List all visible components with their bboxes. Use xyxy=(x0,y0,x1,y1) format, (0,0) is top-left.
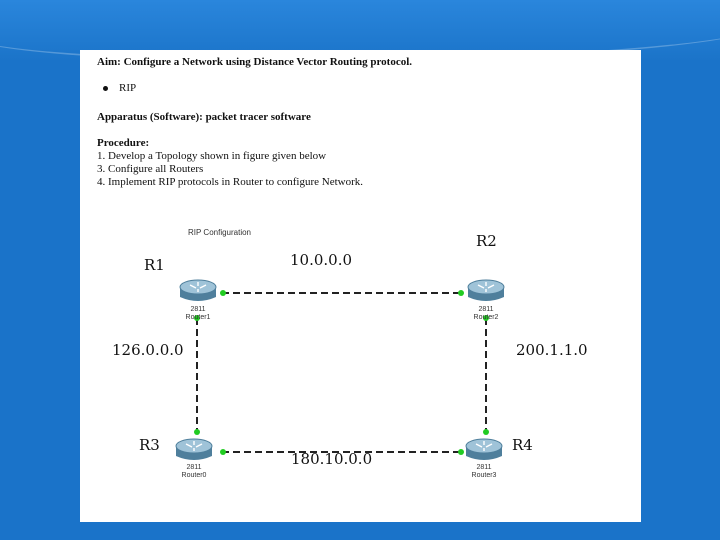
port-dot xyxy=(458,449,464,455)
router-r3-caption xyxy=(174,464,214,480)
bullet-rip: RIP xyxy=(119,82,137,94)
router-r3-label: R3 xyxy=(139,436,160,454)
router-r4-icon xyxy=(466,439,502,460)
network-bottom-label: 180.10.0.0 xyxy=(291,450,373,468)
router-r2-label: R2 xyxy=(476,232,497,250)
router-r3-icon xyxy=(176,439,212,460)
network-right-label: 200.1.1.0 xyxy=(516,341,588,359)
router-r2-icon xyxy=(468,280,504,301)
router-r2-name: Router2 xyxy=(473,314,499,321)
network-top-label: 10.0.0.0 xyxy=(290,251,353,269)
procedure-step-1: 1. Develop a Topology shown in figure given below xyxy=(97,150,327,162)
router-r4-name: Router3 xyxy=(471,472,497,479)
apparatus-text: Apparatus (Software): packet tracer software xyxy=(97,111,311,123)
network-left-label: 126.0.0.0 xyxy=(112,341,184,359)
router-r4-caption xyxy=(464,464,504,480)
router-r4-label: R4 xyxy=(512,436,533,454)
aim-text: Aim: Configure a Network using Distance Vector Routing protocol. xyxy=(97,56,413,68)
router-r1-caption xyxy=(178,306,218,322)
procedure-step-2: 3. Configure all Routers xyxy=(97,163,204,175)
port-dot xyxy=(194,429,200,435)
port-dot xyxy=(220,290,226,296)
router-r4-model: 2811 xyxy=(476,464,492,471)
router-r1-model: 2811 xyxy=(190,306,206,313)
topology-caption: RIP Configuration xyxy=(188,228,251,237)
router-r1-name: Router1 xyxy=(185,314,211,321)
router-r2-model: 2811 xyxy=(478,306,494,313)
port-dot xyxy=(483,429,489,435)
router-r3-model: 2811 xyxy=(186,464,202,471)
router-r3-name: Router0 xyxy=(181,472,207,479)
router-r2-caption xyxy=(466,306,506,322)
procedure-heading: Procedure: xyxy=(97,137,150,149)
procedure-step-3: 4. Implement RIP protocols in Router to configure Network. xyxy=(97,176,363,188)
router-r1-label: R1 xyxy=(144,256,165,274)
port-dot xyxy=(458,290,464,296)
router-r1-icon xyxy=(180,280,216,301)
port-dot xyxy=(220,449,226,455)
